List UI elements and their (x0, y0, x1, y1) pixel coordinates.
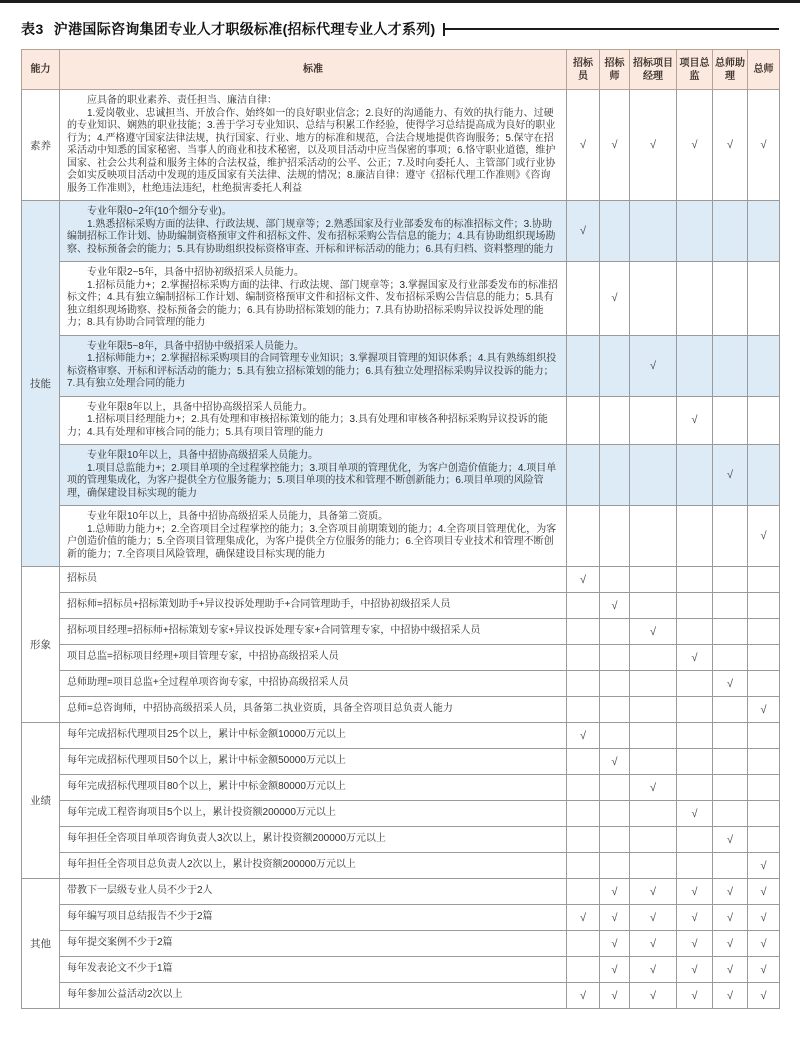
check-empty (713, 201, 748, 262)
check-mark: √ (748, 983, 780, 1009)
standard-paragraph: 1.总师助力能力+；2.全咨项目全过程掌控的能力；3.全咨项目前期策划的能力；4.全咨项目管理优化，为客户创造价值的能力；5.全咨项目管理集成化，为客户提供全方位服务的能力；6.全咨项目专业技术和管理不断创新的能力；7.全咨项目风险管理，确保建设目标实现的能力 (67, 523, 557, 560)
check-empty (567, 645, 600, 671)
check-mark: √ (677, 396, 713, 445)
check-empty (630, 697, 677, 723)
check-mark: √ (713, 905, 748, 931)
check-mark: √ (630, 957, 677, 983)
check-mark: √ (748, 957, 780, 983)
table-row (22, 957, 780, 983)
check-mark: √ (630, 879, 677, 905)
check-empty (677, 853, 713, 879)
check-empty (567, 853, 600, 879)
check-mark: √ (600, 983, 630, 1009)
check-mark: √ (567, 905, 600, 931)
check-mark: √ (600, 879, 630, 905)
standard-paragraph: 每年担任全咨项目单项咨询负责人3次以上，累计投资额200000万元以上 (67, 833, 386, 845)
check-empty (677, 593, 713, 619)
check-mark: √ (567, 90, 600, 201)
standard-paragraph: 专业年限10年以上，具备中招协高级招采人员能力，具备第二资质。 (87, 511, 389, 522)
table-row (22, 749, 780, 775)
table-row (22, 671, 780, 697)
check-empty (748, 801, 780, 827)
standard-paragraph: 每年发表论文不少于1篇 (67, 963, 173, 975)
check-mark: √ (748, 879, 780, 905)
check-empty (600, 671, 630, 697)
table-row (22, 396, 780, 445)
check-mark: √ (630, 775, 677, 801)
check-empty (748, 619, 780, 645)
check-empty (630, 396, 677, 445)
check-empty (600, 201, 630, 262)
table-row (22, 201, 780, 262)
standard-cell (60, 749, 567, 775)
table-row (22, 593, 780, 619)
standard-paragraph: 应具备的职业素养、责任担当、廉洁自律： (87, 95, 277, 106)
check-mark: √ (567, 567, 600, 593)
standard-cell (60, 90, 567, 201)
check-mark: √ (600, 957, 630, 983)
standard-cell (60, 983, 567, 1009)
check-mark: √ (677, 645, 713, 671)
check-empty (713, 506, 748, 567)
standard-paragraph: 1.熟悉招标采购方面的法律、行政法规、部门规章等；2.熟悉国家及行业部委发布的标准招标文件；3.协助编制招标工作计划、协助编制资格预审文件和招标文件、发布招标采购公告信息的能力；4.具有协助组织现场勘察、投标预备会的能力；5.具有协助组织投标资格审查、开标和评标活动的能力；6.具有归档、资料整理的能力 (67, 218, 556, 255)
check-mark: √ (677, 983, 713, 1009)
standard-cell (60, 853, 567, 879)
check-empty (677, 506, 713, 567)
standard-paragraph: 1.招标师能力+；2.掌握招标采购项目的合同管理专业知识；3.掌握项目管理的知识体系；4.具有熟练组织投标资格审察、开标和评标活动的能力；5.具有独立招标策划的能力；6.具有独立处理招标采购异议投诉的能力；7.具有独立处理合同的能力 (67, 353, 557, 389)
check-mark: √ (677, 931, 713, 957)
check-mark: √ (630, 619, 677, 645)
check-empty (630, 749, 677, 775)
check-mark: √ (748, 90, 780, 201)
standard-cell (60, 201, 567, 262)
check-empty (567, 619, 600, 645)
check-mark: √ (677, 957, 713, 983)
check-empty (630, 445, 677, 506)
table-row (22, 775, 780, 801)
standard-cell (60, 619, 567, 645)
check-empty (748, 335, 780, 396)
table-row (22, 853, 780, 879)
check-empty (567, 957, 600, 983)
check-mark: √ (748, 931, 780, 957)
check-mark: √ (713, 879, 748, 905)
check-empty (677, 619, 713, 645)
check-empty (630, 262, 677, 336)
check-mark: √ (748, 853, 780, 879)
check-mark: √ (630, 983, 677, 1009)
check-empty (677, 827, 713, 853)
table-caption (21, 19, 779, 39)
table-row (22, 697, 780, 723)
table-number: 表3 (21, 21, 44, 37)
column-header-role: 招标师 (600, 50, 630, 90)
check-empty (567, 749, 600, 775)
standard-paragraph: 项目总监=招标项目经理+项目管理专家，中招协高级招采人员 (67, 651, 339, 663)
check-empty (567, 671, 600, 697)
check-empty (713, 801, 748, 827)
check-mark: √ (600, 905, 630, 931)
check-empty (677, 697, 713, 723)
standard-cell (60, 827, 567, 853)
check-mark: √ (630, 90, 677, 201)
table-row (22, 445, 780, 506)
check-empty (748, 775, 780, 801)
check-empty (713, 645, 748, 671)
standard-cell (60, 506, 567, 567)
check-empty (713, 396, 748, 445)
check-empty (677, 335, 713, 396)
top-rule (0, 0, 800, 3)
check-mark: √ (600, 749, 630, 775)
check-mark: √ (748, 905, 780, 931)
standard-cell (60, 801, 567, 827)
standard-cell (60, 567, 567, 593)
table-row (22, 262, 780, 336)
standard-paragraph: 每年提交案例不少于2篇 (67, 937, 173, 949)
check-empty (713, 697, 748, 723)
standard-cell (60, 671, 567, 697)
standard-cell (60, 775, 567, 801)
table-row (22, 983, 780, 1009)
check-mark: √ (677, 801, 713, 827)
check-empty (600, 697, 630, 723)
standard-cell (60, 335, 567, 396)
column-header-role: 招标项目经理 (630, 50, 677, 90)
standard-cell (60, 879, 567, 905)
check-mark: √ (677, 90, 713, 201)
standard-paragraph: 1.招标项目经理能力+；2.具有处理和审核招标策划的能力；3.具有处理和审核各种招标采购异议投诉的能力；4.具有处理和审核合同的能力；5.具有项目管理的能力 (67, 414, 548, 438)
check-mark: √ (713, 957, 748, 983)
standard-cell (60, 957, 567, 983)
check-empty (600, 335, 630, 396)
check-empty (630, 671, 677, 697)
standard-paragraph: 每年完成招标代理项目25个以上，累计中标金额10000万元以上 (67, 729, 346, 741)
check-empty (713, 723, 748, 749)
page-title: 沪港国际咨询集团专业人才职级标准(招标代理专业人才系列) (53, 21, 436, 37)
category-cell: 其他 (22, 879, 60, 1009)
check-empty (567, 262, 600, 336)
category-cell: 技能 (22, 201, 60, 567)
check-empty (748, 396, 780, 445)
standard-paragraph: 总师助理=项目总监+全过程单项咨询专家，中招协高级招采人员 (67, 677, 349, 689)
standard-paragraph: 专业年限2~5年，具备中招协初级招采人员能力。 (87, 267, 304, 278)
check-empty (567, 506, 600, 567)
check-empty (567, 445, 600, 506)
title-rule (445, 28, 779, 30)
standard-paragraph: 招标师=招标员+招标策划助手+异议投诉处理助手+合同管理助手，中招协初级招采人员 (67, 599, 451, 611)
check-empty (748, 567, 780, 593)
check-mark: √ (600, 262, 630, 336)
standard-paragraph: 总师=总咨询师，中招协高级招采人员，具备第二执业资质，具备全咨项目总负责人能力 (67, 703, 453, 715)
category-cell: 业绩 (22, 723, 60, 879)
check-mark: √ (713, 931, 748, 957)
check-empty (677, 775, 713, 801)
column-header-role: 招标员 (567, 50, 600, 90)
check-empty (748, 201, 780, 262)
check-empty (677, 749, 713, 775)
standard-paragraph: 专业年限8年以上，具备中招协高级招采人员能力。 (87, 401, 313, 413)
check-empty (713, 749, 748, 775)
check-empty (600, 619, 630, 645)
check-mark: √ (600, 931, 630, 957)
check-mark: √ (630, 335, 677, 396)
standard-paragraph: 每年担任全咨项目总负责人2次以上，累计投资额200000万元以上 (67, 859, 356, 871)
check-mark: √ (677, 905, 713, 931)
check-empty (677, 262, 713, 336)
column-header-ability: 能力 (22, 50, 60, 90)
check-mark: √ (713, 983, 748, 1009)
check-empty (630, 853, 677, 879)
table-row (22, 905, 780, 931)
standard-paragraph: 每年完成招标代理项目50个以上，累计中标金额50000万元以上 (67, 755, 346, 767)
check-empty (630, 801, 677, 827)
check-empty (748, 827, 780, 853)
standard-paragraph: 1.招标员能力+；2.掌握招标采购方面的法律、行政法规、部门规章等；3.掌握国家及行业部委发布的标准招标文件；4.具有独立编制招标工作计划、编制资格预审文件和招标文件、发布招标采购公告信息的能力；5.具有独立组织现场勘察、投标预备会的能力；6.具有协助招标策划的能力；7.具有协助招标采购异议投诉处理的能力；8.具有协助合同管理的能力 (67, 279, 558, 328)
check-empty (630, 506, 677, 567)
standard-cell (60, 445, 567, 506)
check-empty (677, 671, 713, 697)
table-row (22, 90, 780, 201)
check-empty (567, 697, 600, 723)
check-mark: √ (713, 90, 748, 201)
check-empty (567, 396, 600, 445)
check-empty (600, 853, 630, 879)
column-header-standard: 标准 (60, 50, 567, 90)
table-row (22, 645, 780, 671)
check-empty (567, 827, 600, 853)
check-empty (713, 593, 748, 619)
check-empty (567, 801, 600, 827)
header-row (22, 50, 780, 90)
check-mark: √ (677, 879, 713, 905)
table-row (22, 879, 780, 905)
check-empty (677, 445, 713, 506)
check-mark: √ (630, 905, 677, 931)
category-cell: 素养 (22, 90, 60, 201)
column-header-role: 总师助理 (713, 50, 748, 90)
check-empty (567, 593, 600, 619)
check-mark: √ (567, 723, 600, 749)
check-empty (630, 645, 677, 671)
standard-paragraph: 招标员 (67, 573, 97, 585)
grade-table (21, 49, 780, 1009)
check-mark: √ (713, 827, 748, 853)
column-header-role: 总师 (748, 50, 780, 90)
standard-cell (60, 396, 567, 445)
standard-paragraph: 每年编写项目总结报告不少于2篇 (67, 911, 213, 923)
check-empty (713, 567, 748, 593)
standard-cell (60, 697, 567, 723)
check-empty (630, 593, 677, 619)
check-mark: √ (748, 697, 780, 723)
check-empty (600, 567, 630, 593)
check-empty (600, 396, 630, 445)
check-mark: √ (567, 201, 600, 262)
standard-cell (60, 723, 567, 749)
standard-paragraph: 专业年限10年以上，具备中招协高级招采人员能力。 (87, 450, 319, 461)
check-mark: √ (748, 506, 780, 567)
standard-paragraph: 专业年限5~8年，具备中招协中级招采人员能力。 (87, 340, 304, 352)
check-empty (748, 749, 780, 775)
check-empty (600, 723, 630, 749)
table-row (22, 567, 780, 593)
check-empty (748, 645, 780, 671)
check-empty (630, 723, 677, 749)
check-empty (677, 723, 713, 749)
check-empty (630, 567, 677, 593)
check-empty (677, 567, 713, 593)
check-empty (600, 827, 630, 853)
standard-cell (60, 645, 567, 671)
table-row (22, 723, 780, 749)
check-empty (713, 853, 748, 879)
column-header-role: 项目总监 (677, 50, 713, 90)
check-mark: √ (567, 983, 600, 1009)
check-empty (600, 801, 630, 827)
check-empty (677, 201, 713, 262)
check-empty (748, 671, 780, 697)
check-empty (600, 775, 630, 801)
table-row (22, 619, 780, 645)
check-mark: √ (713, 671, 748, 697)
page-content (0, 19, 800, 1009)
table-row (22, 827, 780, 853)
check-empty (600, 645, 630, 671)
table-row (22, 335, 780, 396)
standard-paragraph: 每年完成招标代理项目80个以上，累计中标金额80000万元以上 (67, 781, 346, 793)
check-empty (630, 201, 677, 262)
check-empty (713, 775, 748, 801)
check-empty (748, 262, 780, 336)
standard-cell (60, 593, 567, 619)
check-mark: √ (600, 90, 630, 201)
standard-paragraph: 1.爱岗敬业、忠诚担当、开放合作、始终如一的良好职业信念；2.良好的沟通能力、有效的执行能力、过硬的专业知识、娴熟的职业技能；3.善于学习专业知识、总结与积累工作经验，使得学习总结提高成为良好的职业行为；4.严格遵守国家法律法规，执行国家、行业、地方的标准和规范，合法合规地提供咨询服务；5.保守在招采活动中知悉的国家秘密、当事人的商业和技术秘密，以及项目活动中应当保密的事项；6.恪守职业道德，维护国家、社会公共利益和服务主体的合法权益，维护招采活动的公平、公正；7.及时向委托人、主管部门或行业协会如实反映项目活动中发现的违反国家有关法律、法规的情况；8.廉洁自律：遵守《招标代理工作准则》《咨询服务工作准则》，杜绝违法违纪，杜绝损害委托人利益 (67, 107, 556, 194)
check-empty (713, 335, 748, 396)
check-empty (567, 931, 600, 957)
check-mark: √ (630, 931, 677, 957)
check-empty (567, 775, 600, 801)
check-mark: √ (600, 593, 630, 619)
category-cell: 形象 (22, 567, 60, 723)
standard-cell (60, 905, 567, 931)
check-empty (748, 445, 780, 506)
table-row (22, 801, 780, 827)
standard-cell (60, 262, 567, 336)
standard-paragraph: 专业年限0~2年(10个细分专业)。 (87, 206, 232, 217)
table-row (22, 931, 780, 957)
standard-cell (60, 931, 567, 957)
check-empty (567, 879, 600, 905)
check-empty (713, 262, 748, 336)
standard-paragraph: 1.项目总监能力+；2.项目单项的全过程掌控能力；3.项目单项的管理优化，为客户创造价值能力；4.项目单项的管理集成化，为客户提供全方位服务能力；5.项目单项的技术和管理不断创新能力；6.项目单项的风险管理，确保建设目标实现的能力 (67, 462, 557, 499)
check-empty (630, 827, 677, 853)
check-empty (748, 593, 780, 619)
table-row (22, 506, 780, 567)
standard-paragraph: 带教下一层级专业人员不少于2人 (67, 885, 213, 897)
check-empty (567, 335, 600, 396)
check-empty (713, 619, 748, 645)
check-empty (748, 723, 780, 749)
check-empty (600, 506, 630, 567)
check-mark: √ (713, 445, 748, 506)
check-empty (600, 445, 630, 506)
standard-paragraph: 招标项目经理=招标师+招标策划专家+异议投诉处理专家+合同管理专家，中招协中级招采人员 (67, 625, 481, 637)
standard-paragraph: 每年参加公益活动2次以上 (67, 989, 183, 1001)
standard-paragraph: 每年完成工程咨询项目5个以上，累计投资额200000万元以上 (67, 807, 336, 819)
